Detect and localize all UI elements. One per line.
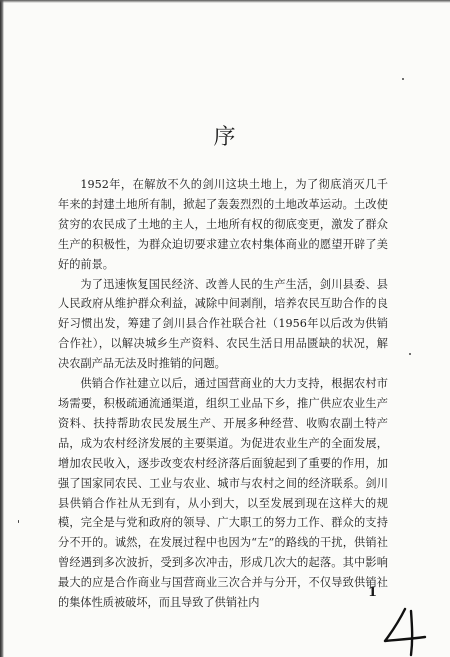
scan-speck	[409, 353, 411, 355]
page-edge-shadow	[0, 0, 4, 657]
handwritten-four-mark	[375, 605, 445, 657]
scan-speck	[18, 520, 19, 523]
paragraph-2: 为了迅速恢复国民经济、改善人民的生产生活，剑川县委、县人民政府从维护群众利益，减除中间剥削，培养农民互助合作的良好习惯出发，筹建了剑川县合作社联合社（1956年以后改为供销合作社），以解决城乡生产资料、农民生活日用品匮缺的状况，解决农副产品无法及时推销的问题。	[58, 277, 388, 371]
page-title: 序	[213, 125, 237, 150]
scan-speck	[402, 78, 404, 80]
paragraph-3: 供销合作社建立以后，通过国营商业的大力支持，根据农村市场需要，积极疏通流通渠道，组织工业品下乡，推广供应农业生产资料、扶持帮助农民发展生产、开展多种经营、收购农副土特产品，成为农村经济发展的主要渠道。为促进农业生产的全面发展，增加农民收入，逐步改变农村经济落后面貌起到了重要的作用，加强了国家同农民、工业与农业、城市与农村之间的经济联系。剑川县供销合作社从无到有，从小到大，以至发展到现在这样大的规模，完全是与党和政府的领导、广大职工的努力工作、群众的支持分不开的。诚然，在发展过程中也因为“左”的路线的干扰，供销社曾经遇到多次波折，受到多次冲击，形成几次大的起落。其中影响最大的应是合作商业与国营商业三次合并与分开，不仅导致供销社的集体性质被破坏，而且导致了供销社内	[58, 377, 388, 610]
paragraph-1: 1952年，在解放不久的剑川这块土地上，为了彻底消灭几千年来的封建土地所有制，掀起了轰轰烈烈的土地改革运动。土改使贫穷的农民成了土地的主人，土地所有权的彻底变更，激发了群众生产的积极性，为群众迫切要求建立农村集体商业的愿望开辟了美好的前景。	[58, 178, 388, 271]
page-top-shadow	[0, 0, 450, 3]
body-text	[58, 175, 388, 613]
page-number: 1	[368, 585, 378, 600]
